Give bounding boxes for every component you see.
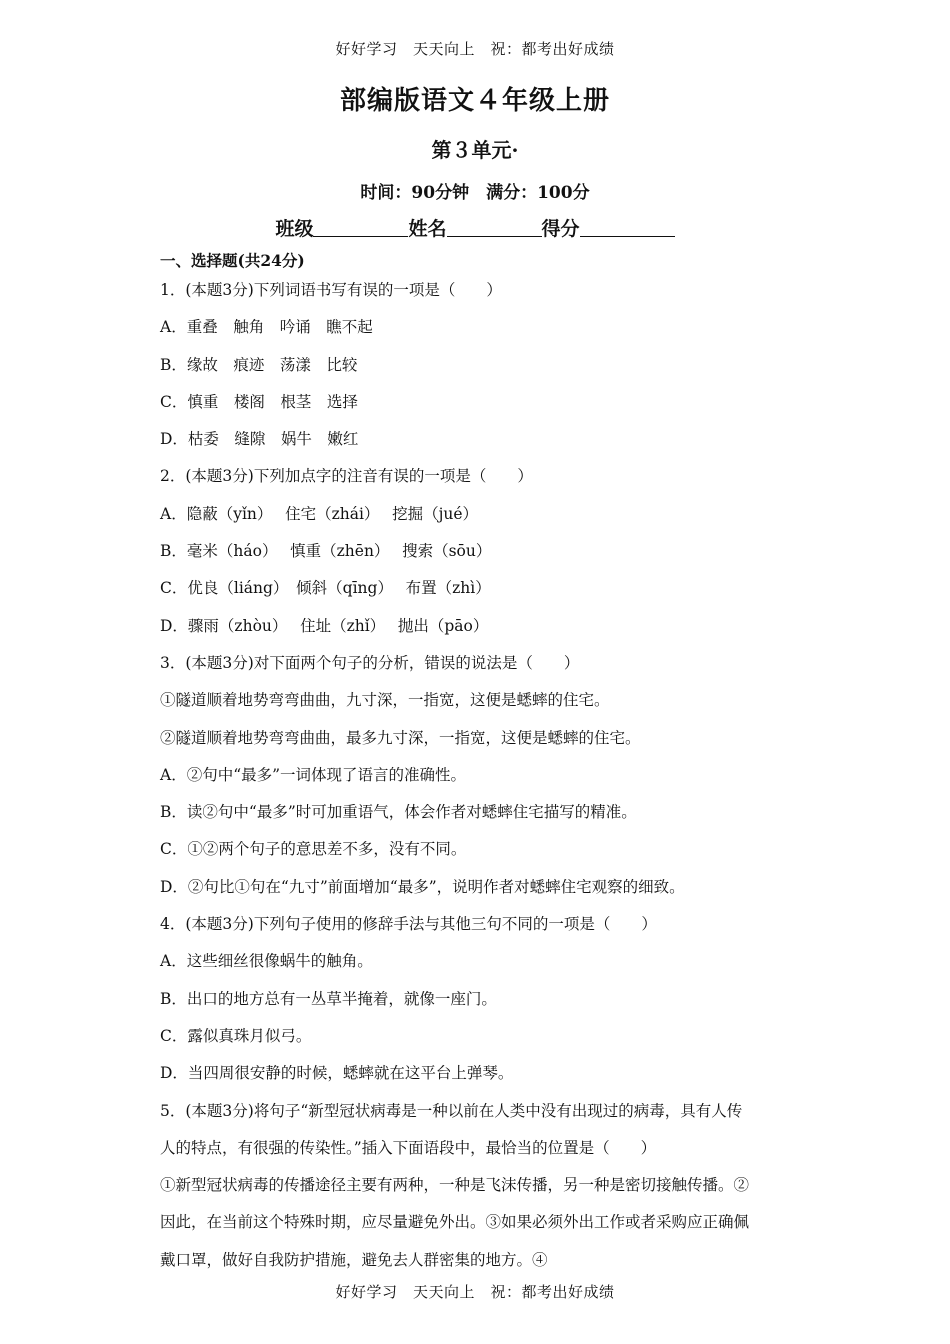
question-line: D．骤雨（zhòu） 住址（zhǐ） 抛出（pāo） — [160, 616, 489, 635]
question-line: B．缘故 痕迹 荡漾 比较 — [160, 355, 358, 374]
page-title: 部编版语文４年级上册 — [339, 86, 610, 116]
question-line: C．优良（liáng） 倾斜（qīng） 布置（zhì） — [160, 579, 491, 598]
question-line: A．隐蔽（yǐn） 住宅（zhái） 挖掘（jué） — [160, 504, 479, 523]
question-line: D．②句比①句在“九寸”前面增加“最多”，说明作者对蟋蟀住宅观察的细致。 — [160, 877, 685, 896]
question-line: ①新型冠状病毒的传播途径主要有两种，一种是飞沫传播，另一种是密切接触传播。② — [160, 1176, 750, 1195]
student-info-line — [0, 214, 950, 241]
section-title: 一、选择题(共24分) — [160, 251, 305, 270]
footer-motto: 好好学习 天天向上 祝：都考出好成绩 — [335, 1283, 615, 1301]
score-blank[interactable] — [580, 216, 675, 237]
question-line: A．②句中“最多”一词体现了语言的准确性。 — [160, 765, 467, 784]
question-line: C．①②两个句子的意思差不多，没有不同。 — [160, 840, 467, 859]
question-line: 戴口罩，做好自我防护措施，避免去人群密集的地方。④ — [160, 1250, 548, 1269]
question-line: D．当四周很安静的时候，蟋蟀就在这平台上弹琴。 — [160, 1064, 514, 1083]
question-line: D．枯委 缝隙 娲牛 嫩红 — [160, 430, 359, 449]
question-line: C．慎重 楼阁 根茎 选择 — [160, 392, 358, 411]
question-line: B．读②句中“最多”时可加重语气，体会作者对蟋蟀住宅描写的精准。 — [160, 803, 637, 822]
question-line: 人的特点，有很强的传染性。”插入下面语段中，最恰当的位置是（ ） — [160, 1138, 657, 1157]
header-motto: 好好学习 天天向上 祝：都考出好成绩 — [335, 40, 615, 58]
name-label: 姓名 — [408, 218, 447, 240]
name-blank[interactable] — [447, 216, 542, 237]
class-label: 班级 — [275, 218, 314, 240]
exam-time-info: 时间：90分钟 满分：100分 — [360, 183, 590, 203]
question-line: 5．(本题3分)将句子“新型冠状病毒是一种以前在人类中没有出现过的病毒，具有人传 — [160, 1101, 743, 1120]
question-line: ②隧道顺着地势弯弯曲曲，最多九寸深，一指宽，这便是蟋蟀的住宅。 — [160, 728, 641, 747]
question-line: 因此，在当前这个特殊时期，应尽量避免外出。③如果必须外出工作或者采购应正确佩 — [160, 1213, 750, 1232]
unit-subtitle: 第３单元· — [431, 138, 519, 162]
question-line: ①隧道顺着地势弯弯曲曲，九寸深，一指宽，这便是蟋蟀的住宅。 — [160, 691, 610, 710]
score-label: 得分 — [541, 218, 580, 240]
question-line: 3．(本题3分)对下面两个句子的分析，错误的说法是（ ） — [160, 653, 580, 672]
question-line: B．出口的地方总有一丛草半掩着，就像一座门。 — [160, 989, 497, 1008]
question-lines — [160, 280, 800, 1287]
class-blank[interactable] — [313, 216, 408, 237]
question-line: B．毫米（háo） 慎重（zhēn） 搜索（sōu） — [160, 542, 492, 561]
question-line: 2．(本题3分)下列加点字的注音有误的一项是（ ） — [160, 467, 533, 486]
question-line: 1．(本题3分)下列词语书写有误的一项是（ ） — [160, 281, 502, 299]
question-line: A．这些细丝很像蜗牛的触角。 — [160, 952, 373, 971]
question-line: 4．(本题3分)下列句子使用的修辞手法与其他三句不同的一项是（ ） — [160, 915, 657, 934]
question-line: A．重叠 触角 吟诵 瞧不起 — [160, 318, 373, 337]
question-line: C．露似真珠月似弓。 — [160, 1026, 312, 1045]
